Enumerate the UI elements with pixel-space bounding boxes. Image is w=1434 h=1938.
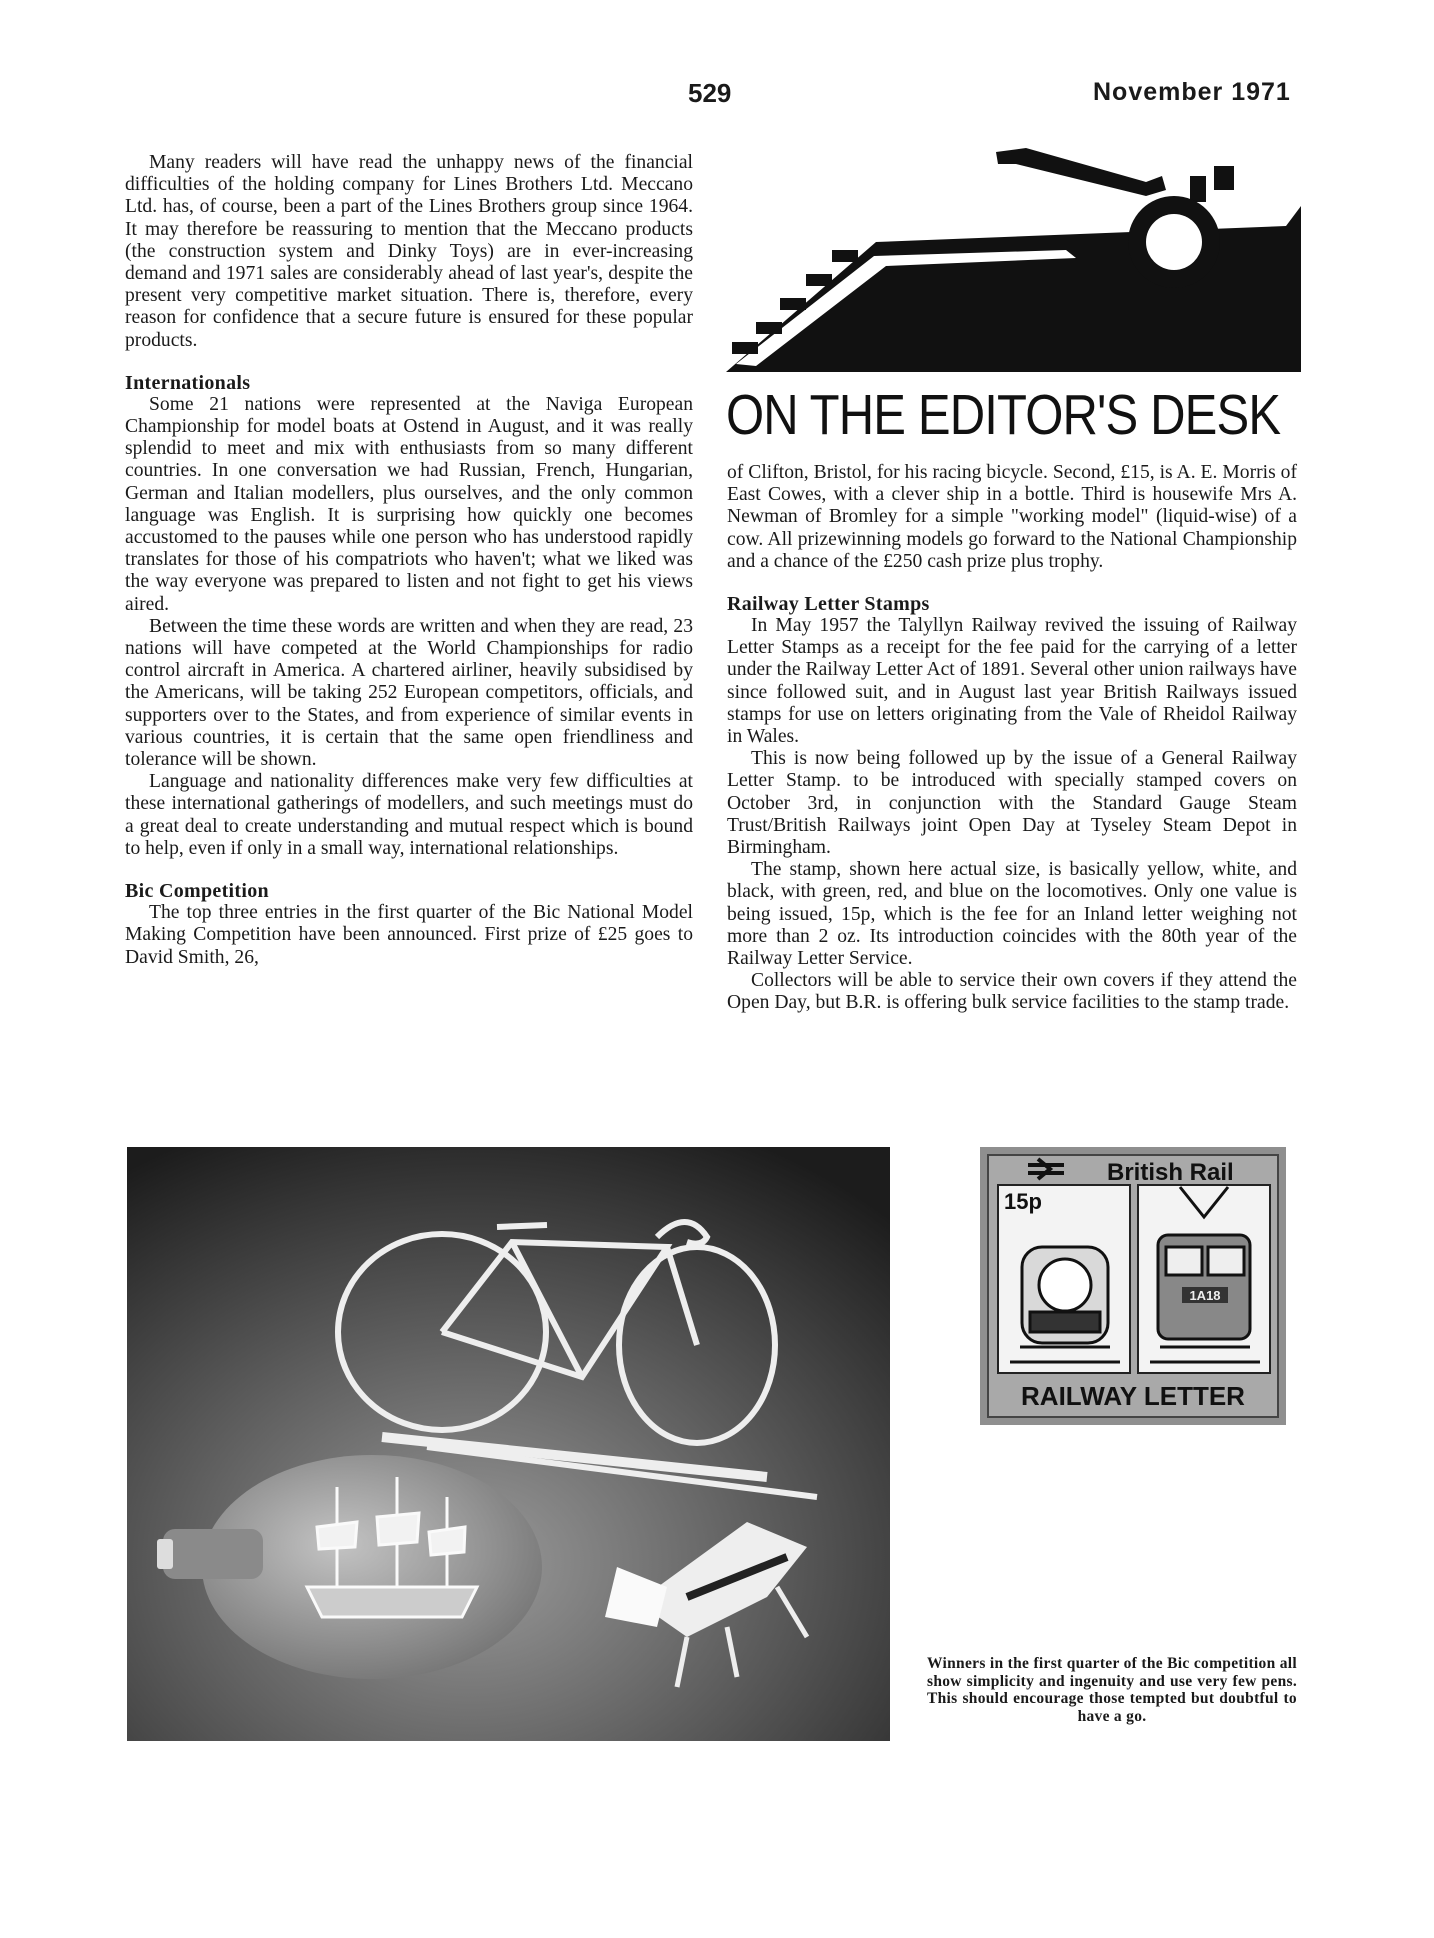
railway-heading: Railway Letter Stamps — [727, 593, 930, 616]
stamp-value: 15p — [1004, 1189, 1042, 1214]
issue-date: November 1971 — [1093, 78, 1291, 106]
stamp-loco-number: 1A18 — [1189, 1288, 1221, 1303]
stamp-brand: British Rail — [1107, 1159, 1234, 1186]
typewriter-graphic — [726, 146, 1301, 386]
railway-letter-stamp — [980, 1147, 1286, 1425]
editors-desk-masthead — [726, 146, 1301, 452]
left-column — [125, 152, 693, 969]
railway-paragraph-4: Collectors will be able to service their own covers if they attend the Open Day, but B.R. is offering bulk service facilities to the stamp trade. — [727, 970, 1297, 1014]
right-column — [727, 462, 1297, 1015]
bic-heading: Bic Competition — [125, 880, 269, 903]
internationals-paragraph-1: Some 21 nations were represented at the Naviga European Championship for model boats at Ostend in August, and it was really splendid to meet and mix with enthusiasts from so many different countries. In one conversation we had Russian, French, Hungarian, German and Italian modellers, plus ourselves, and the only common language was English. It is surprising how quickly one becomes accustomed to the pauses while one person who has understood rapidly translates for those of his compatriots who haven't; what we liked was the way everyone was prepared to listen and not fight to get his views aired. — [125, 393, 693, 615]
internationals-paragraph-3: Language and nationality differences make very few difficulties at these international gatherings of modellers, and such meetings must do a great deal to create understanding and mutual respect which is bound to help, even if only in a small way, international relationships. — [125, 771, 693, 859]
railway-paragraph-3: The stamp, shown here actual size, is basically yellow, white, and black, with green, red, and blue on the locomotives. Only one value is being issued, 15p, which is the fee for an Inland letter weighing not more than 2 oz. Its introduction coincides with the 80th year of the Railway Letter Service. — [727, 859, 1297, 970]
stamp-footer: RAILWAY LETTER — [1021, 1381, 1245, 1411]
bic-models-photo — [127, 1147, 890, 1741]
intro-paragraph: Many readers will have read the unhappy news of the financial difficulties of the holding company for Lines Brothers Ltd. Meccano Ltd. has, of course, been a part of the Lines Brothers group since 1964. It may therefore be reassuring to mention that the Meccano products (the construction system and Dinky Toys) are in ever-increasing demand and 1971 sales are considerably ahead of last year's, despite the present very competitive market situation. There is, therefore, every reason for confidence that a secure future is ensured for these popular products. — [125, 152, 693, 351]
bic-paragraph-1: The top three entries in the first quarter of the Bic National Model Making Competition have been announced. First prize of £25 goes to David Smith, 26, — [125, 902, 693, 968]
page-number: 529 — [688, 78, 732, 108]
railway-paragraph-2: This is now being followed up by the issue of a General Railway Letter Stamp. to be introduced with specially stamped covers on October 3rd, in conjunction with the Standard Gauge Steam Trust/British Railways joint Open Day at Tyseley Steam Depot in Birmingham. — [727, 748, 1297, 859]
railway-paragraph-1: In May 1957 the Talyllyn Railway revived the issuing of Railway Letter Stamps as a receipt for the fee paid for the carrying of a letter under the Railway Letter Act of 1891. Several other union railways have since followed suit, and in August last year British Railways issued stamps for use on letters originating from the Vale of Rheidol Railway in Wales. — [727, 615, 1297, 748]
photo-caption: Winners in the first quarter of the Bic competition all show simplicity and ingenuity and use very few pens. This should encourage those tempted but doubtful to have a go. — [927, 1655, 1297, 1725]
internationals-heading: Internationals — [125, 371, 251, 394]
bic-continued-paragraph: of Clifton, Bristol, for his racing bicycle. Second, £15, is A. E. Morris of East Cowes, with a clever ship in a bottle. Third is housewife Mrs A. Newman of Bromley for a simple "working model" (liquid-wise) of a cow. All prizewinning models go forward to the National Championship and a chance of the £250 cash prize plus trophy. — [727, 462, 1297, 572]
masthead-title: ON THE EDITOR'S DESK — [726, 383, 1281, 447]
internationals-paragraph-2: Between the time these words are written and when they are read, 23 nations will have competed at the World Championships for radio control aircraft in America. A chartered airliner, heavily subsidised by the Americans, will be taking 252 European competitors, officials, and supporters over to the States, and from experience of similar events in various countries, it is certain that the same open friendliness and tolerance will be shown. — [125, 615, 693, 771]
